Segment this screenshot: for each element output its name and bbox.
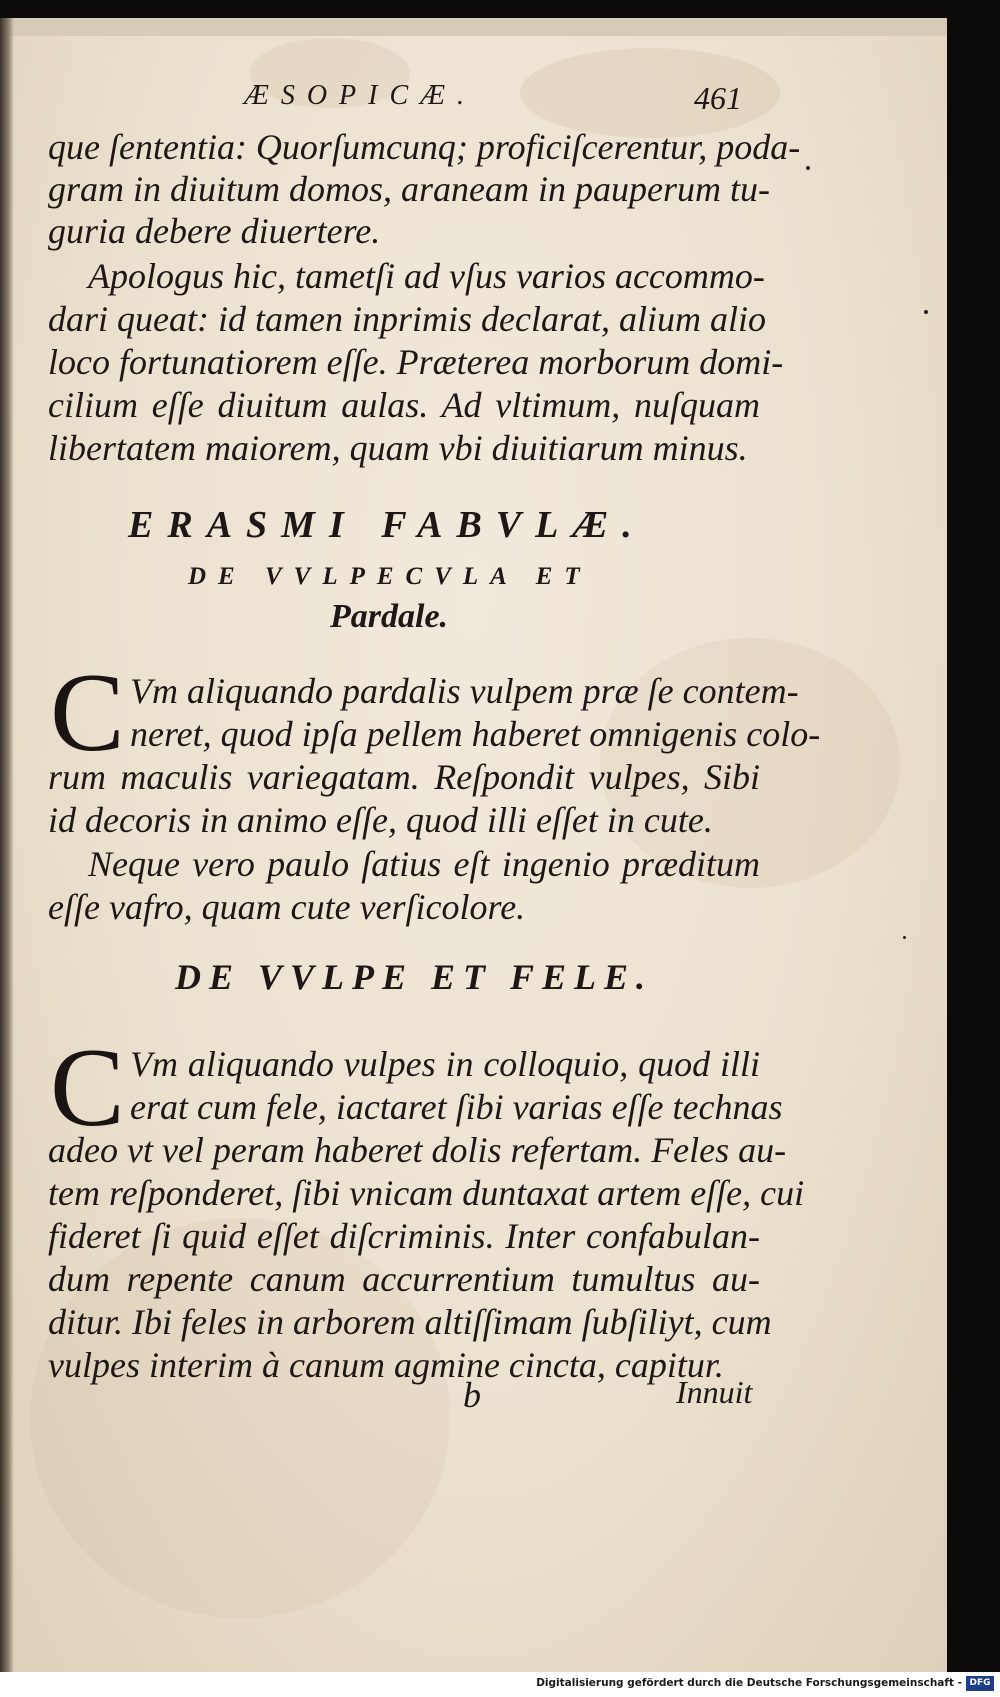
text-line: erat cum fele, iactaret ſibi varias eſſe technas xyxy=(130,1087,783,1127)
funding-credit: Digitalisierung gefördert durch die Deutsche Forschungsgemeinschaft - xyxy=(536,1677,962,1689)
ink-speck xyxy=(924,310,928,314)
text-line: guria debere diuertere. xyxy=(48,211,381,251)
text-line: libertatem maiorem, quam vbi diuitiarum minus. xyxy=(48,428,748,468)
text-line: gram in diuitum domos, araneam in pauperum tu- xyxy=(48,169,770,209)
ink-speck xyxy=(806,166,810,170)
text-line: fideret ſi quid eſſet diſcriminis. Inter confabulan- xyxy=(48,1216,760,1256)
text-line: ditur. Ibi feles in arborem altiſſimam ſubſiliyt, cum xyxy=(48,1302,772,1342)
page-binding-edge xyxy=(0,18,14,1672)
text-line: Apologus hic, tametſi ad vſus varios accommo- xyxy=(88,256,765,296)
ink-speck xyxy=(903,936,906,939)
text-line: rum maculis variegatam. Reſpondit vulpes, Sibi xyxy=(48,757,760,797)
fable-title-continuation: Pardale. xyxy=(330,598,449,635)
text-line: eſſe vafro, quam cute verſicolore. xyxy=(48,887,526,927)
section-heading: ERASMI FABVLÆ. xyxy=(128,504,646,546)
footer-bar xyxy=(0,1672,1000,1697)
text-line: neret, quod ipſa pellem haberet omnigenis colo- xyxy=(130,714,821,754)
text-line: dum repente canum accurrentium tumultus au- xyxy=(48,1259,760,1299)
fable-title: DE VVLPE ET FELE. xyxy=(175,957,654,997)
text-line: Vm aliquando pardalis vulpem præ ſe contem- xyxy=(130,671,799,711)
page-number: 461 xyxy=(694,80,742,116)
book-page xyxy=(0,18,947,1672)
drop-cap: C xyxy=(50,651,125,775)
text-line: id decoris in animo eſſe, quod illi eſſet in cute. xyxy=(48,800,713,840)
text-line: adeo vt vel peram haberet dolis refertam. Feles au- xyxy=(48,1130,787,1170)
text-line: cilium eſſe diuitum aulas. Ad vltimum, nuſquam xyxy=(48,385,760,425)
text-line: vulpes interim à canum agmine cincta, capitur. xyxy=(48,1345,724,1385)
running-head: ÆSOPICÆ. xyxy=(243,80,477,111)
text-line: loco fortunatiorem eſſe. Præterea morborum domi- xyxy=(48,342,784,382)
catchword: Innuit xyxy=(676,1374,753,1410)
fable-title: DE VVLPECVLA ET xyxy=(188,563,592,590)
text-line: Vm aliquando vulpes in colloquio, quod illi xyxy=(130,1044,760,1084)
drop-cap: C xyxy=(50,1026,125,1150)
text-line: tem reſponderet, ſibi vnicam duntaxat artem eſſe, cui xyxy=(48,1173,805,1213)
page-top-edge xyxy=(0,18,947,36)
text-line: que ſententia: Quorſumcunq; proficiſcerentur, poda- xyxy=(48,127,801,167)
text-line: dari queat: id tamen inprimis declarat, alium alio xyxy=(48,299,766,339)
dfg-logo: DFG xyxy=(966,1676,994,1691)
signature-mark: b xyxy=(463,1375,481,1415)
text-line: Neque vero paulo ſatius eſt ingenio præditum xyxy=(88,844,760,884)
